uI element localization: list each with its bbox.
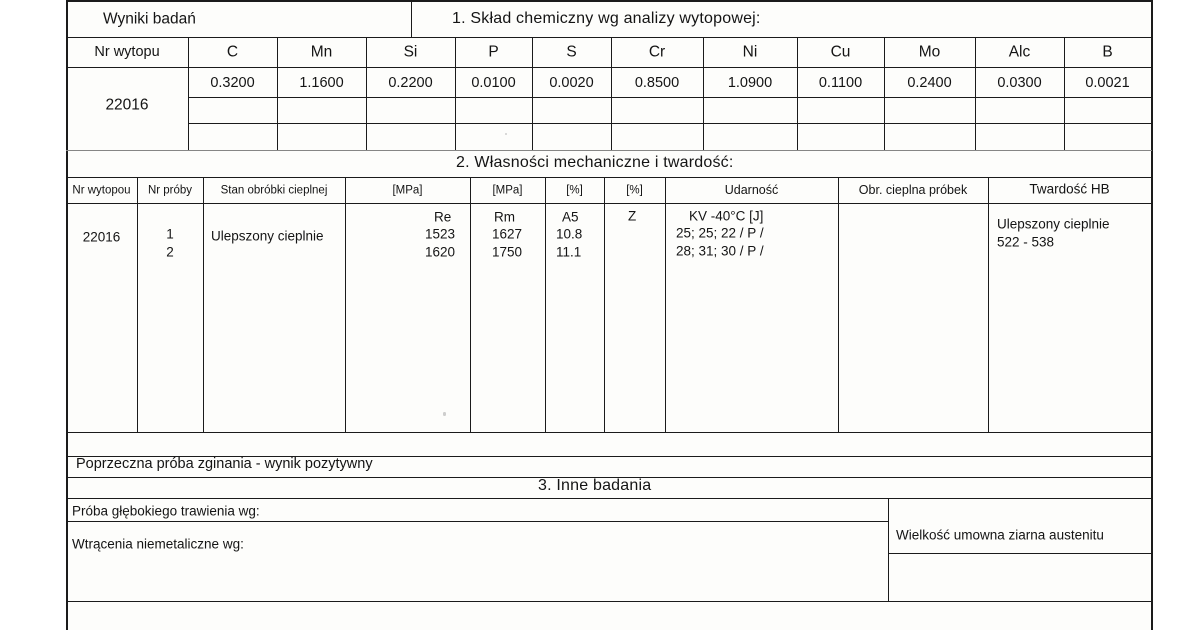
mech-row-2-rm: 1750 xyxy=(492,244,523,260)
hardness-condition: Ulepszony cieplnie xyxy=(997,216,1110,232)
results-label: Wyniki badań xyxy=(103,10,196,28)
chem-value-ni: 1.0900 xyxy=(727,74,773,91)
mech-title-divider xyxy=(66,177,1152,178)
bend-test-note: Poprzeczna próba zginania - wynik pozytywny xyxy=(76,455,373,472)
mech-row-1-re: 1523 xyxy=(425,226,456,242)
mech-row-1-rm: 1627 xyxy=(492,226,523,242)
mech-col-sep-7 xyxy=(665,177,666,432)
chem-value-mn: 1.1600 xyxy=(299,74,344,91)
mech-subheader-a5: A5 xyxy=(562,209,579,225)
mech-col-sep-4 xyxy=(470,177,471,432)
chem-left-edge xyxy=(66,0,68,150)
mech-row-1-sample: 1 xyxy=(166,226,174,242)
hardness-range: 522 - 538 xyxy=(997,234,1055,250)
chem-header-mo: Mo xyxy=(918,43,941,61)
mech-header-z-unit: [%] xyxy=(626,184,643,197)
mech-heat-number: 22016 xyxy=(82,229,121,245)
table-border-top xyxy=(66,0,1152,2)
mech-header-rm-unit: [MPa] xyxy=(492,184,523,197)
chem-value-s: 0.0020 xyxy=(549,74,594,91)
chem-value-cr: 0.8500 xyxy=(634,74,680,91)
chem-blank-row-divider-1 xyxy=(188,123,1152,124)
chem-columns-divider xyxy=(66,67,1152,68)
chem-header-cu: Cu xyxy=(830,43,851,61)
mech-col-sep-8 xyxy=(838,177,839,432)
mech-col-sep-5 xyxy=(545,177,546,432)
mech-subheader-kv: KV -40°C [J] xyxy=(689,208,764,224)
chem-value-cu: 0.1100 xyxy=(818,74,863,91)
chem-header-c: C xyxy=(226,43,239,61)
mech-header-divider xyxy=(66,203,1152,204)
chem-header-cr: Cr xyxy=(648,43,666,61)
mech-col-sep-2 xyxy=(203,177,204,432)
mech-row-2-impact: 28; 31; 30 / P / xyxy=(676,243,764,259)
mech-row-2-a5: 11.1 xyxy=(556,244,582,260)
scan-band-1 xyxy=(66,150,1152,151)
other-tests-bottom xyxy=(66,601,1152,602)
mech-header-a5-unit: [%] xyxy=(566,184,583,197)
mech-header-heat: Nr wytopou xyxy=(72,184,131,197)
chem-value-mo: 0.2400 xyxy=(907,74,952,91)
inclusions-label: Wtrącenia niemetaliczne wg: xyxy=(72,536,244,552)
chem-header-mn: Mn xyxy=(310,43,333,61)
grain-size-label: Wielkość umowna ziarna austenitu xyxy=(896,527,1104,543)
chem-header-alc: Alc xyxy=(1008,43,1031,61)
section-1-title: 1. Skład chemiczny wg analizy wytopowej: xyxy=(452,10,761,27)
mech-row-2-sample: 2 xyxy=(166,244,174,260)
mech-subheader-z: Z xyxy=(628,208,637,224)
mech-body-bottom xyxy=(66,432,1152,433)
scan-margin-left xyxy=(0,0,66,630)
mech-header-impact: Udarność xyxy=(724,182,779,197)
chem-top-stub-sep xyxy=(411,0,412,37)
chem-values-divider xyxy=(188,97,1152,98)
scan-speckle-1 xyxy=(505,133,507,135)
mech-col-sep-6 xyxy=(604,177,605,432)
other-tests-divider-1 xyxy=(66,521,888,522)
mech-left-edge xyxy=(66,150,68,477)
section-2-title: 2. Własności mechaniczne i twardość: xyxy=(456,154,734,171)
mech-header-sample: Nr próby xyxy=(147,184,193,197)
mech-col-sep-1 xyxy=(137,177,138,432)
chem-header-heat: Nr wytopu xyxy=(94,43,160,60)
other-right-edge xyxy=(1151,477,1153,630)
chem-header-s: S xyxy=(566,43,577,61)
mech-right-edge xyxy=(1151,150,1153,477)
mech-col-sep-9 xyxy=(988,177,989,432)
chem-header-b: B xyxy=(1102,43,1113,61)
chem-value-p: 0.0100 xyxy=(471,74,516,91)
mech-row-1-a5: 10.8 xyxy=(556,226,583,242)
mech-header-condition: Stan obróbki cieplnej xyxy=(220,184,328,197)
mech-header-re-unit: [MPa] xyxy=(392,184,423,197)
chem-heat-number: 22016 xyxy=(105,96,149,114)
chem-header-divider xyxy=(66,37,1152,38)
mech-header-hardness: Twardość HB xyxy=(1029,181,1110,197)
section-3-title: 3. Inne badania xyxy=(538,477,652,494)
scan-speckle-2 xyxy=(443,412,446,416)
mech-header-sample-heat-treatment: Obr. cieplna próbek xyxy=(858,182,968,197)
mech-row-2-re: 1620 xyxy=(425,244,456,260)
mech-col-sep-3 xyxy=(345,177,346,432)
chem-header-p: P xyxy=(488,43,499,61)
chem-value-b: 0.0021 xyxy=(1085,74,1130,91)
mech-row-1-impact: 25; 25; 22 / P / xyxy=(676,225,764,241)
other-left-edge xyxy=(66,477,68,630)
chem-right-edge xyxy=(1151,0,1153,150)
chem-header-ni: Ni xyxy=(742,43,758,61)
grain-size-divider xyxy=(888,553,1152,554)
scan-margin-right xyxy=(1152,0,1200,630)
mech-subheader-rm: Rm xyxy=(494,209,515,225)
chem-value-alc: 0.0300 xyxy=(997,74,1042,91)
other-tests-top xyxy=(66,498,1152,499)
deep-etch-label: Próba głębokiego trawienia wg: xyxy=(72,503,260,519)
chem-header-si: Si xyxy=(403,43,418,61)
chem-value-c: 0.3200 xyxy=(210,74,255,91)
mech-subheader-re: Re xyxy=(434,209,452,225)
other-col-sep xyxy=(888,498,889,601)
chem-value-si: 0.2200 xyxy=(388,74,433,91)
mech-row-1-condition: Ulepszony cieplnie xyxy=(211,228,324,244)
